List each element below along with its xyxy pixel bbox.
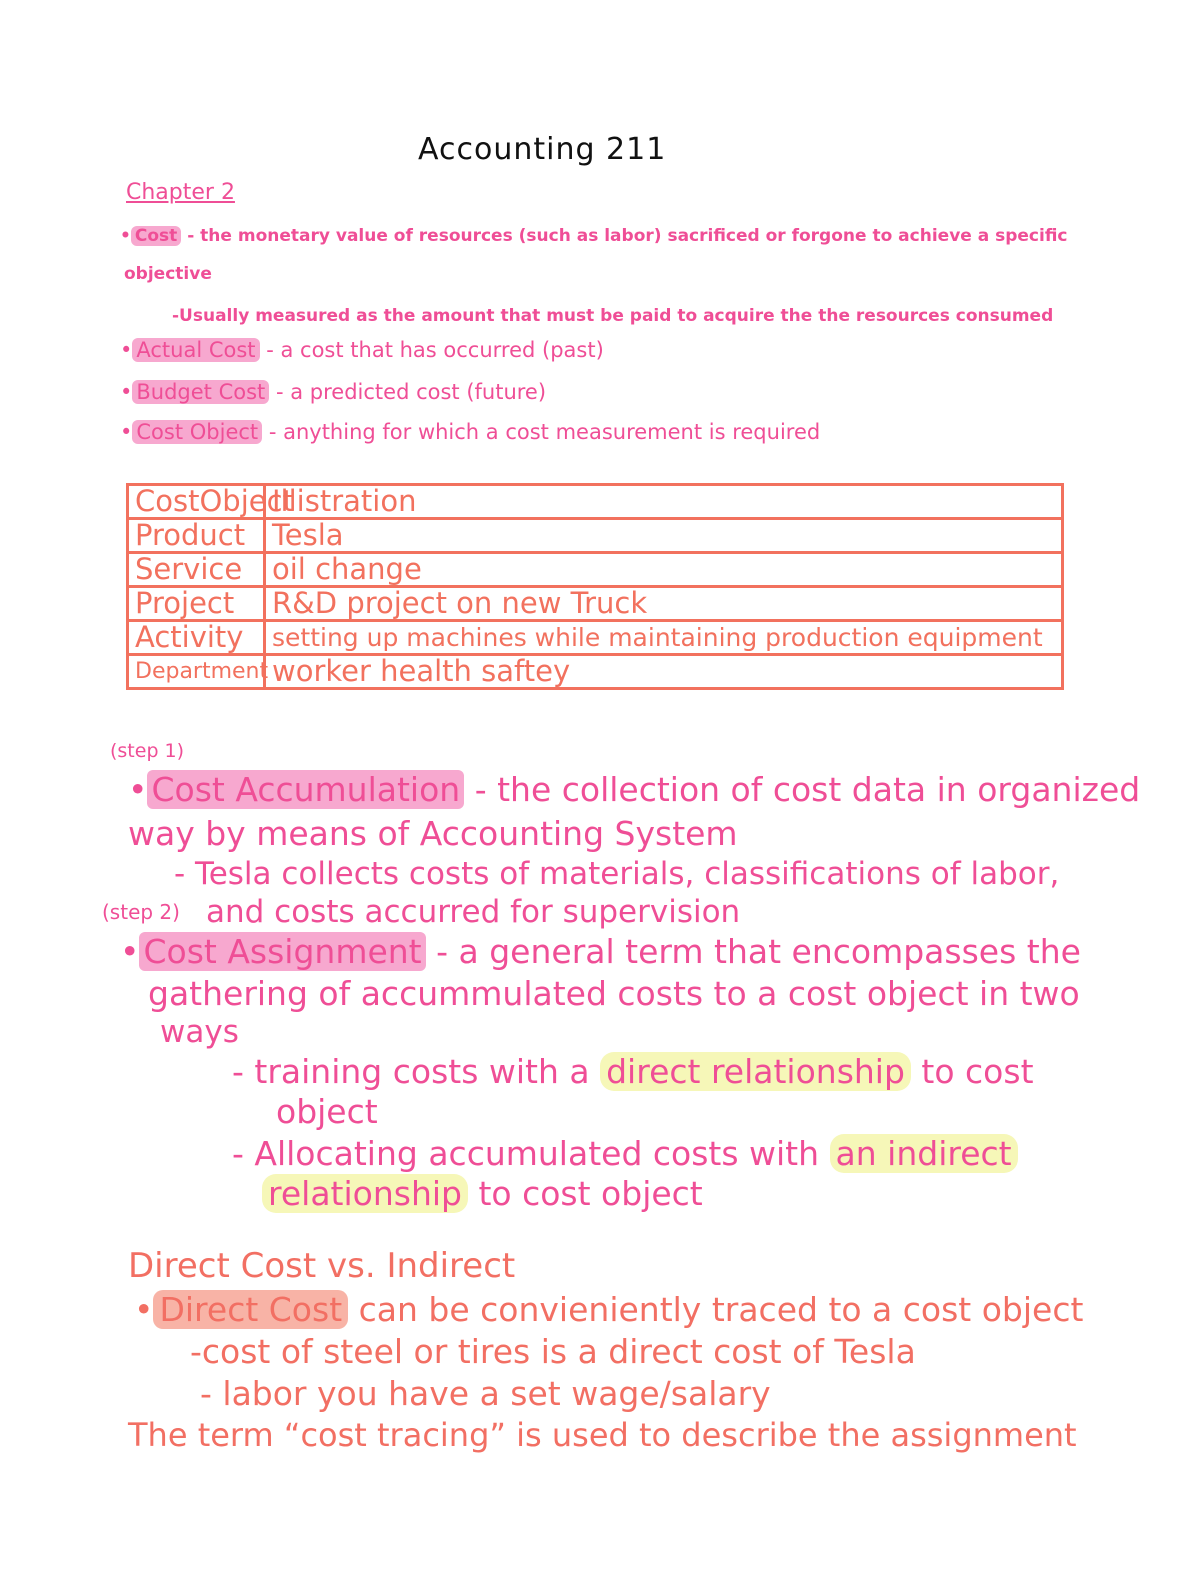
accumulation-text-1: - the collection of cost data in organized	[474, 770, 1141, 809]
table-row	[128, 519, 1063, 553]
allocating-text: - Allocating accumulated costs with	[232, 1134, 820, 1173]
definition-cost: • Cost - the monetary value of resources (such as labor) sacrificed or forgone to achieve a specific	[120, 226, 1068, 246]
table-header-row	[128, 485, 1063, 519]
direct-cost-line: • Direct Cost can be convieniently traced to a cost object	[134, 1290, 1084, 1329]
assignment-text-1: - a general term that encompasses the	[436, 932, 1081, 971]
table-header-cell: CostObject	[128, 485, 265, 519]
tracing-text: - training costs with a	[232, 1052, 590, 1091]
table-cell: Service	[128, 553, 265, 587]
definition-cost-text: - the monetary value of resources (such as labor) sacrificed or forgone to achieve a specific	[187, 226, 1068, 246]
accumulation-text-4: and costs accurred for supervision	[206, 894, 741, 930]
cost-object-table	[126, 483, 1064, 690]
assignment-text-3: ways	[160, 1014, 239, 1050]
term-cost: Cost	[131, 226, 181, 246]
term-cost-assignment: Cost Assignment	[139, 932, 425, 971]
table-cell: R&D project on new Truck	[265, 587, 1063, 621]
table-cell: worker health saftey	[265, 655, 1063, 689]
table-row	[128, 587, 1063, 621]
definition-actual-cost: • Actual Cost - a cost that has occurred (past)	[120, 338, 604, 362]
table-cell: setting up machines while maintaining production equipment	[265, 621, 1063, 655]
table-cell: Project	[128, 587, 265, 621]
definition-actual-cost-text: - a cost that has occurred (past)	[266, 338, 604, 362]
step-2-label: (step 2)	[102, 900, 180, 924]
term-cost-accumulation: Cost Accumulation	[147, 770, 464, 809]
cost-assignment-line: • Cost Assignment - a general term that encompasses the	[120, 932, 1081, 971]
term-cost-object: Cost Object	[132, 420, 262, 444]
cost-accumulation-line: • Cost Accumulation - the collection of cost data in organized	[128, 770, 1141, 809]
allocating-line-2	[262, 1174, 703, 1213]
assignment-text-2: gathering of accummulated costs to a cost object in two	[148, 974, 1080, 1013]
highlight-indirect: an indirect	[830, 1134, 1018, 1173]
highlight-direct-relationship: direct relationship	[600, 1052, 911, 1091]
table-row	[128, 621, 1063, 655]
highlight-relationship: relationship	[262, 1174, 468, 1213]
direct-cost-text-3: - labor you have a set wage/salary	[200, 1374, 771, 1413]
page-title: Accounting 211	[418, 132, 667, 167]
definition-cost-cont: objective	[124, 264, 212, 284]
definition-budget-cost-text: - a predicted cost (future)	[275, 380, 547, 404]
table-cell: oil change	[265, 553, 1063, 587]
step-1-label: (step 1)	[110, 740, 185, 762]
direct-cost-text-4: The term “cost tracing” is used to describe the assignment	[128, 1416, 1077, 1454]
definition-cost-object-text: - anything for which a cost measurement is required	[268, 420, 821, 444]
term-direct-cost: Direct Cost	[153, 1290, 348, 1329]
term-actual-cost: Actual Cost	[132, 338, 259, 362]
table-cell: Activity	[128, 621, 265, 655]
accumulation-text-2: way by means of Accounting System	[128, 814, 738, 853]
allocating-line	[232, 1134, 1018, 1173]
direct-cost-text-1: can be convieniently traced to a cost object	[358, 1290, 1084, 1329]
tracing-line-2: object	[276, 1092, 378, 1131]
chapter-heading: Chapter 2	[126, 180, 235, 205]
table-cell: Department	[128, 655, 265, 689]
accumulation-text-3: - Tesla collects costs of materials, classifications of labor,	[174, 856, 1060, 892]
definition-cost-note: -Usually measured as the amount that must be paid to acquire the the resources consumed	[172, 306, 1054, 326]
direct-cost-text-2: -cost of steel or tires is a direct cost of Tesla	[190, 1332, 916, 1371]
table-header-cell: Illistration	[265, 485, 1063, 519]
definition-cost-object: • Cost Object - anything for which a cost measurement is required	[120, 420, 821, 444]
table-row	[128, 553, 1063, 587]
tracing-line	[232, 1052, 1034, 1091]
allocating-text-post: to cost object	[478, 1174, 703, 1213]
direct-vs-indirect-heading: Direct Cost vs. Indirect	[128, 1246, 516, 1286]
definition-budget-cost: • Budget Cost - a predicted cost (future)	[120, 380, 547, 404]
table-row	[128, 655, 1063, 689]
tracing-text-post: to cost	[921, 1052, 1034, 1091]
term-budget-cost: Budget Cost	[132, 380, 269, 404]
table-cell: Product	[128, 519, 265, 553]
table-cell: Tesla	[265, 519, 1063, 553]
